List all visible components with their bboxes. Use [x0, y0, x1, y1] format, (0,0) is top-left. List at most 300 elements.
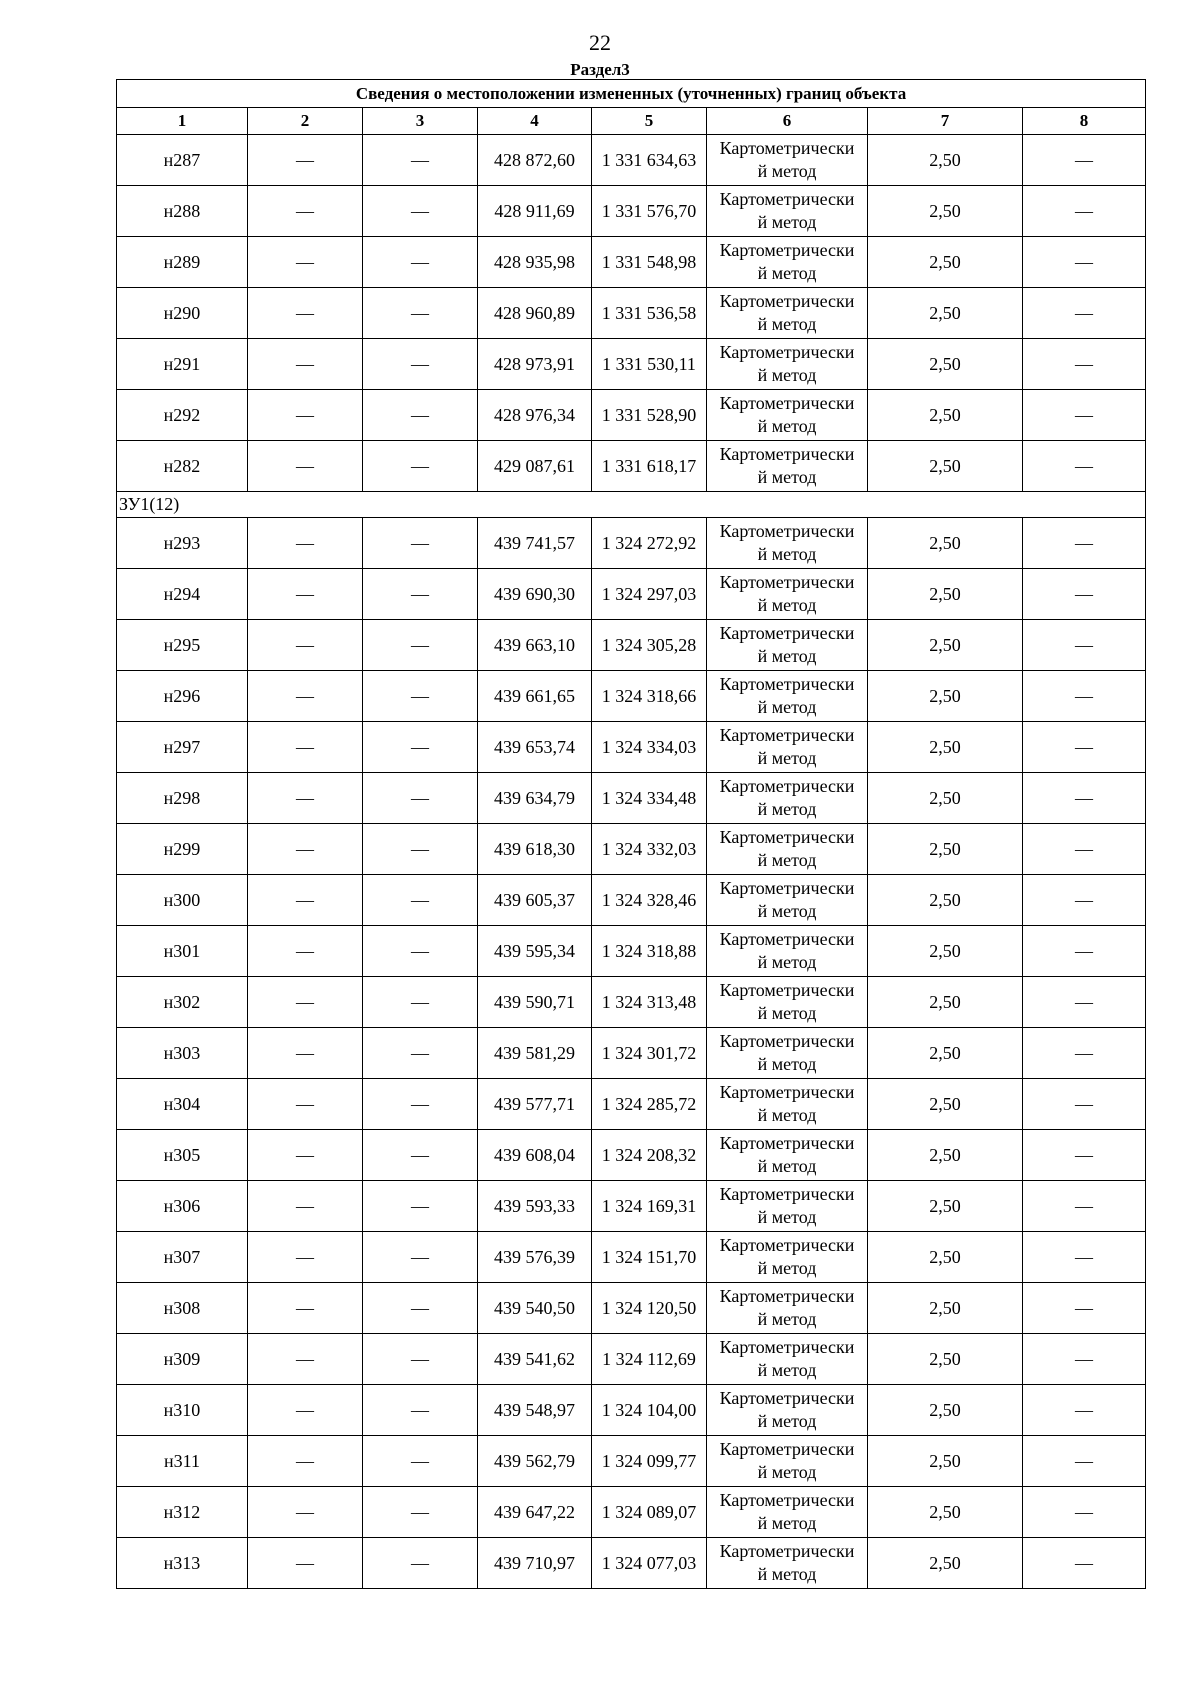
coordinate-x: 439 541,62	[478, 1334, 592, 1385]
coordinate-y: 1 324 112,69	[592, 1334, 707, 1385]
method-text-line2: й метод	[757, 1054, 817, 1074]
method-cell	[707, 1283, 868, 1334]
method-cell	[707, 569, 868, 620]
method-text-line2: й метод	[757, 1207, 817, 1227]
group-header-row	[117, 492, 1146, 518]
method-text-line2: й метод	[757, 161, 817, 181]
coordinate-x: 439 581,29	[478, 1028, 592, 1079]
empty-dash: —	[248, 1538, 363, 1589]
method-cell	[707, 1028, 868, 1079]
method-text-line2: й метод	[757, 1513, 817, 1533]
empty-dash: —	[1023, 1181, 1146, 1232]
accuracy-value: 2,50	[868, 1028, 1023, 1079]
accuracy-value: 2,50	[868, 1385, 1023, 1436]
method-text-line1: Картометрически	[719, 1490, 855, 1510]
point-name: н311	[117, 1436, 248, 1487]
method-text-line2: й метод	[757, 1003, 817, 1023]
accuracy-value: 2,50	[868, 518, 1023, 569]
point-name: н294	[117, 569, 248, 620]
method-text-line2: й метод	[757, 595, 817, 615]
point-name: н306	[117, 1181, 248, 1232]
accuracy-value: 2,50	[868, 824, 1023, 875]
empty-dash: —	[248, 926, 363, 977]
point-name: н312	[117, 1487, 248, 1538]
coordinate-x: 439 605,37	[478, 875, 592, 926]
accuracy-value: 2,50	[868, 620, 1023, 671]
coordinate-x: 439 595,34	[478, 926, 592, 977]
accuracy-value: 2,50	[868, 1538, 1023, 1589]
empty-dash: —	[1023, 875, 1146, 926]
accuracy-value: 2,50	[868, 135, 1023, 186]
method-text-line1: Картометрически	[719, 521, 855, 541]
empty-dash: —	[363, 441, 478, 492]
method-text-line1: Картометрически	[719, 623, 855, 643]
empty-dash: —	[248, 441, 363, 492]
method-text-line2: й метод	[757, 416, 817, 436]
method-text-line2: й метод	[757, 1462, 817, 1482]
method-text-line2: й метод	[757, 646, 817, 666]
column-number: 7	[868, 108, 1023, 135]
empty-dash: —	[1023, 1079, 1146, 1130]
method-text-line2: й метод	[757, 263, 817, 283]
empty-dash: —	[363, 339, 478, 390]
empty-dash: —	[248, 1181, 363, 1232]
accuracy-value: 2,50	[868, 1283, 1023, 1334]
coordinate-y: 1 331 536,58	[592, 288, 707, 339]
empty-dash: —	[1023, 671, 1146, 722]
boundary-table	[116, 79, 1146, 1589]
coordinate-x: 439 663,10	[478, 620, 592, 671]
empty-dash: —	[248, 773, 363, 824]
accuracy-value: 2,50	[868, 875, 1023, 926]
method-cell	[707, 1487, 868, 1538]
method-text-line1: Картометрически	[719, 1541, 855, 1561]
method-cell	[707, 926, 868, 977]
method-cell	[707, 773, 868, 824]
empty-dash: —	[1023, 390, 1146, 441]
point-name: н289	[117, 237, 248, 288]
table-row	[117, 1538, 1146, 1589]
coordinate-x: 439 548,97	[478, 1385, 592, 1436]
method-text-line2: й метод	[757, 697, 817, 717]
accuracy-value: 2,50	[868, 1487, 1023, 1538]
empty-dash: —	[363, 1181, 478, 1232]
empty-dash: —	[363, 1538, 478, 1589]
accuracy-value: 2,50	[868, 1334, 1023, 1385]
point-name: н293	[117, 518, 248, 569]
accuracy-value: 2,50	[868, 1130, 1023, 1181]
empty-dash: —	[248, 1028, 363, 1079]
accuracy-value: 2,50	[868, 1436, 1023, 1487]
point-name: н310	[117, 1385, 248, 1436]
coordinate-y: 1 324 318,88	[592, 926, 707, 977]
coordinate-x: 428 911,69	[478, 186, 592, 237]
coordinate-x: 428 872,60	[478, 135, 592, 186]
method-text-line2: й метод	[757, 850, 817, 870]
empty-dash: —	[248, 1130, 363, 1181]
empty-dash: —	[363, 977, 478, 1028]
coordinate-x: 439 593,33	[478, 1181, 592, 1232]
method-text-line1: Картометрически	[719, 189, 855, 209]
coordinate-y: 1 324 334,03	[592, 722, 707, 773]
method-cell	[707, 1385, 868, 1436]
method-cell	[707, 722, 868, 773]
point-name: н292	[117, 390, 248, 441]
point-name: н309	[117, 1334, 248, 1385]
coordinate-x: 439 562,79	[478, 1436, 592, 1487]
empty-dash: —	[363, 1130, 478, 1181]
accuracy-value: 2,50	[868, 977, 1023, 1028]
table-row	[117, 569, 1146, 620]
method-text-line2: й метод	[757, 314, 817, 334]
method-text-line1: Картометрически	[719, 776, 855, 796]
point-name: н302	[117, 977, 248, 1028]
method-text-line1: Картометрически	[719, 725, 855, 745]
coordinate-x: 439 608,04	[478, 1130, 592, 1181]
empty-dash: —	[248, 1283, 363, 1334]
coordinate-y: 1 324 301,72	[592, 1028, 707, 1079]
empty-dash: —	[248, 875, 363, 926]
method-cell	[707, 977, 868, 1028]
method-text-line2: й метод	[757, 1156, 817, 1176]
empty-dash: —	[363, 1487, 478, 1538]
empty-dash: —	[1023, 518, 1146, 569]
coordinate-x: 439 661,65	[478, 671, 592, 722]
empty-dash: —	[248, 722, 363, 773]
method-cell	[707, 237, 868, 288]
empty-dash: —	[363, 824, 478, 875]
coordinate-x: 428 976,34	[478, 390, 592, 441]
method-text-line1: Картометрически	[719, 240, 855, 260]
empty-dash: —	[1023, 1028, 1146, 1079]
empty-dash: —	[363, 390, 478, 441]
method-cell	[707, 135, 868, 186]
table-row	[117, 773, 1146, 824]
group-label: ЗУ1(12)	[117, 492, 1146, 518]
empty-dash: —	[363, 926, 478, 977]
empty-dash: —	[1023, 135, 1146, 186]
method-cell	[707, 875, 868, 926]
empty-dash: —	[363, 1385, 478, 1436]
method-text-line2: й метод	[757, 748, 817, 768]
method-text-line1: Картометрически	[719, 291, 855, 311]
empty-dash: —	[248, 1334, 363, 1385]
table-row	[117, 1181, 1146, 1232]
method-cell	[707, 1334, 868, 1385]
empty-dash: —	[1023, 1385, 1146, 1436]
table-row	[117, 518, 1146, 569]
method-cell	[707, 620, 868, 671]
coordinate-y: 1 324 104,00	[592, 1385, 707, 1436]
empty-dash: —	[248, 1079, 363, 1130]
empty-dash: —	[363, 1028, 478, 1079]
method-cell	[707, 441, 868, 492]
column-number-row	[117, 108, 1146, 135]
method-text-line2: й метод	[757, 1564, 817, 1584]
coordinate-x: 439 690,30	[478, 569, 592, 620]
method-text-line1: Картометрически	[719, 1133, 855, 1153]
empty-dash: —	[248, 339, 363, 390]
empty-dash: —	[363, 722, 478, 773]
table-row	[117, 1028, 1146, 1079]
method-cell	[707, 339, 868, 390]
column-number: 4	[478, 108, 592, 135]
empty-dash: —	[1023, 1232, 1146, 1283]
table-row	[117, 722, 1146, 773]
empty-dash: —	[1023, 620, 1146, 671]
coordinate-y: 1 324 285,72	[592, 1079, 707, 1130]
empty-dash: —	[248, 1487, 363, 1538]
empty-dash: —	[1023, 824, 1146, 875]
point-name: н298	[117, 773, 248, 824]
accuracy-value: 2,50	[868, 1181, 1023, 1232]
table-row	[117, 977, 1146, 1028]
accuracy-value: 2,50	[868, 1232, 1023, 1283]
method-cell	[707, 390, 868, 441]
coordinate-x: 439 647,22	[478, 1487, 592, 1538]
method-cell	[707, 1181, 868, 1232]
coordinate-x: 428 973,91	[478, 339, 592, 390]
method-text-line1: Картометрически	[719, 444, 855, 464]
empty-dash: —	[1023, 1334, 1146, 1385]
table-caption-row	[117, 80, 1146, 108]
empty-dash: —	[1023, 1436, 1146, 1487]
method-cell	[707, 518, 868, 569]
point-name: н295	[117, 620, 248, 671]
empty-dash: —	[1023, 1538, 1146, 1589]
coordinate-x: 439 590,71	[478, 977, 592, 1028]
empty-dash: —	[363, 135, 478, 186]
table-row	[117, 1436, 1146, 1487]
empty-dash: —	[363, 620, 478, 671]
method-text-line1: Картометрически	[719, 1235, 855, 1255]
coordinate-x: 439 741,57	[478, 518, 592, 569]
coordinate-y: 1 324 297,03	[592, 569, 707, 620]
column-number: 3	[363, 108, 478, 135]
method-cell	[707, 824, 868, 875]
empty-dash: —	[363, 773, 478, 824]
accuracy-value: 2,50	[868, 671, 1023, 722]
empty-dash: —	[248, 569, 363, 620]
table-row	[117, 1232, 1146, 1283]
accuracy-value: 2,50	[868, 1079, 1023, 1130]
coordinate-y: 1 324 332,03	[592, 824, 707, 875]
empty-dash: —	[1023, 569, 1146, 620]
method-cell	[707, 288, 868, 339]
empty-dash: —	[363, 1079, 478, 1130]
accuracy-value: 2,50	[868, 390, 1023, 441]
empty-dash: —	[363, 1283, 478, 1334]
coordinate-x: 439 653,74	[478, 722, 592, 773]
coordinate-y: 1 324 328,46	[592, 875, 707, 926]
empty-dash: —	[1023, 1487, 1146, 1538]
method-text-line2: й метод	[757, 952, 817, 972]
coordinate-y: 1 324 305,28	[592, 620, 707, 671]
coordinate-y: 1 331 548,98	[592, 237, 707, 288]
empty-dash: —	[1023, 339, 1146, 390]
table-row	[117, 390, 1146, 441]
empty-dash: —	[248, 824, 363, 875]
method-text-line2: й метод	[757, 467, 817, 487]
method-text-line1: Картометрически	[719, 393, 855, 413]
accuracy-value: 2,50	[868, 441, 1023, 492]
column-number: 8	[1023, 108, 1146, 135]
table-row	[117, 339, 1146, 390]
point-name: н288	[117, 186, 248, 237]
table-row	[117, 1283, 1146, 1334]
column-number: 5	[592, 108, 707, 135]
table-row	[117, 1334, 1146, 1385]
empty-dash: —	[1023, 1130, 1146, 1181]
coordinate-y: 1 324 334,48	[592, 773, 707, 824]
empty-dash: —	[363, 569, 478, 620]
table-row	[117, 1079, 1146, 1130]
point-name: н287	[117, 135, 248, 186]
empty-dash: —	[248, 1232, 363, 1283]
point-name: н307	[117, 1232, 248, 1283]
method-text-line1: Картометрически	[719, 1286, 855, 1306]
coordinate-x: 439 618,30	[478, 824, 592, 875]
method-text-line1: Картометрически	[719, 878, 855, 898]
table-row	[117, 620, 1146, 671]
coordinate-y: 1 324 151,70	[592, 1232, 707, 1283]
method-text-line2: й метод	[757, 365, 817, 385]
point-name: н299	[117, 824, 248, 875]
coordinate-x: 428 935,98	[478, 237, 592, 288]
column-number: 2	[248, 108, 363, 135]
point-name: н297	[117, 722, 248, 773]
table-row	[117, 441, 1146, 492]
empty-dash: —	[1023, 722, 1146, 773]
empty-dash: —	[248, 237, 363, 288]
method-text-line2: й метод	[757, 799, 817, 819]
method-text-line2: й метод	[757, 901, 817, 921]
method-text-line2: й метод	[757, 212, 817, 232]
empty-dash: —	[1023, 977, 1146, 1028]
empty-dash: —	[363, 288, 478, 339]
empty-dash: —	[363, 237, 478, 288]
table-caption: Сведения о местоположении измененных (уточненных) границ объекта	[117, 80, 1146, 108]
table-row	[117, 288, 1146, 339]
empty-dash: —	[248, 671, 363, 722]
empty-dash: —	[248, 135, 363, 186]
accuracy-value: 2,50	[868, 722, 1023, 773]
coordinate-x: 439 634,79	[478, 773, 592, 824]
coordinate-y: 1 331 576,70	[592, 186, 707, 237]
accuracy-value: 2,50	[868, 926, 1023, 977]
empty-dash: —	[363, 518, 478, 569]
coordinate-y: 1 331 530,11	[592, 339, 707, 390]
empty-dash: —	[1023, 441, 1146, 492]
method-cell	[707, 671, 868, 722]
coordinate-y: 1 324 120,50	[592, 1283, 707, 1334]
method-text-line1: Картометрически	[719, 674, 855, 694]
method-cell	[707, 1232, 868, 1283]
empty-dash: —	[1023, 773, 1146, 824]
coordinate-x: 439 576,39	[478, 1232, 592, 1283]
table-row	[117, 1385, 1146, 1436]
empty-dash: —	[363, 186, 478, 237]
point-name: н303	[117, 1028, 248, 1079]
table-row	[117, 875, 1146, 926]
point-name: н305	[117, 1130, 248, 1181]
point-name: н308	[117, 1283, 248, 1334]
coordinate-y: 1 324 272,92	[592, 518, 707, 569]
point-name: н290	[117, 288, 248, 339]
accuracy-value: 2,50	[868, 569, 1023, 620]
method-text-line1: Картометрически	[719, 342, 855, 362]
coordinate-y: 1 331 528,90	[592, 390, 707, 441]
method-text-line2: й метод	[757, 1411, 817, 1431]
accuracy-value: 2,50	[868, 186, 1023, 237]
coordinate-y: 1 324 313,48	[592, 977, 707, 1028]
point-name: н301	[117, 926, 248, 977]
point-name: н313	[117, 1538, 248, 1589]
coordinate-y: 1 324 169,31	[592, 1181, 707, 1232]
coordinate-x: 428 960,89	[478, 288, 592, 339]
method-text-line1: Картометрически	[719, 980, 855, 1000]
method-text-line1: Картометрически	[719, 138, 855, 158]
point-name: н296	[117, 671, 248, 722]
method-text-line2: й метод	[757, 544, 817, 564]
point-name: н291	[117, 339, 248, 390]
table-row	[117, 135, 1146, 186]
point-name: н300	[117, 875, 248, 926]
method-text-line1: Картометрически	[719, 1337, 855, 1357]
coordinate-x: 439 710,97	[478, 1538, 592, 1589]
method-cell	[707, 1436, 868, 1487]
empty-dash: —	[248, 288, 363, 339]
empty-dash: —	[363, 1436, 478, 1487]
empty-dash: —	[363, 1232, 478, 1283]
table-row	[117, 926, 1146, 977]
accuracy-value: 2,50	[868, 773, 1023, 824]
coordinate-y: 1 324 077,03	[592, 1538, 707, 1589]
coordinate-y: 1 331 618,17	[592, 441, 707, 492]
method-text-line2: й метод	[757, 1309, 817, 1329]
empty-dash: —	[248, 977, 363, 1028]
empty-dash: —	[1023, 1283, 1146, 1334]
method-text-line1: Картометрически	[719, 827, 855, 847]
accuracy-value: 2,50	[868, 288, 1023, 339]
empty-dash: —	[1023, 288, 1146, 339]
empty-dash: —	[1023, 186, 1146, 237]
empty-dash: —	[248, 620, 363, 671]
method-text-line1: Картометрически	[719, 1184, 855, 1204]
accuracy-value: 2,50	[868, 237, 1023, 288]
method-cell	[707, 1130, 868, 1181]
column-number: 1	[117, 108, 248, 135]
method-cell	[707, 1538, 868, 1589]
coordinate-x: 439 577,71	[478, 1079, 592, 1130]
empty-dash: —	[248, 186, 363, 237]
method-text-line1: Картометрически	[719, 1082, 855, 1102]
section-title: Раздел3	[570, 60, 630, 79]
table-row	[117, 824, 1146, 875]
empty-dash: —	[363, 875, 478, 926]
page-number: 22	[589, 30, 611, 55]
column-number: 6	[707, 108, 868, 135]
coordinate-y: 1 331 634,63	[592, 135, 707, 186]
accuracy-value: 2,50	[868, 339, 1023, 390]
empty-dash: —	[248, 518, 363, 569]
point-name: н282	[117, 441, 248, 492]
point-name: н304	[117, 1079, 248, 1130]
method-text-line1: Картометрически	[719, 1031, 855, 1051]
method-text-line1: Картометрически	[719, 1439, 855, 1459]
empty-dash: —	[363, 1334, 478, 1385]
method-cell	[707, 186, 868, 237]
